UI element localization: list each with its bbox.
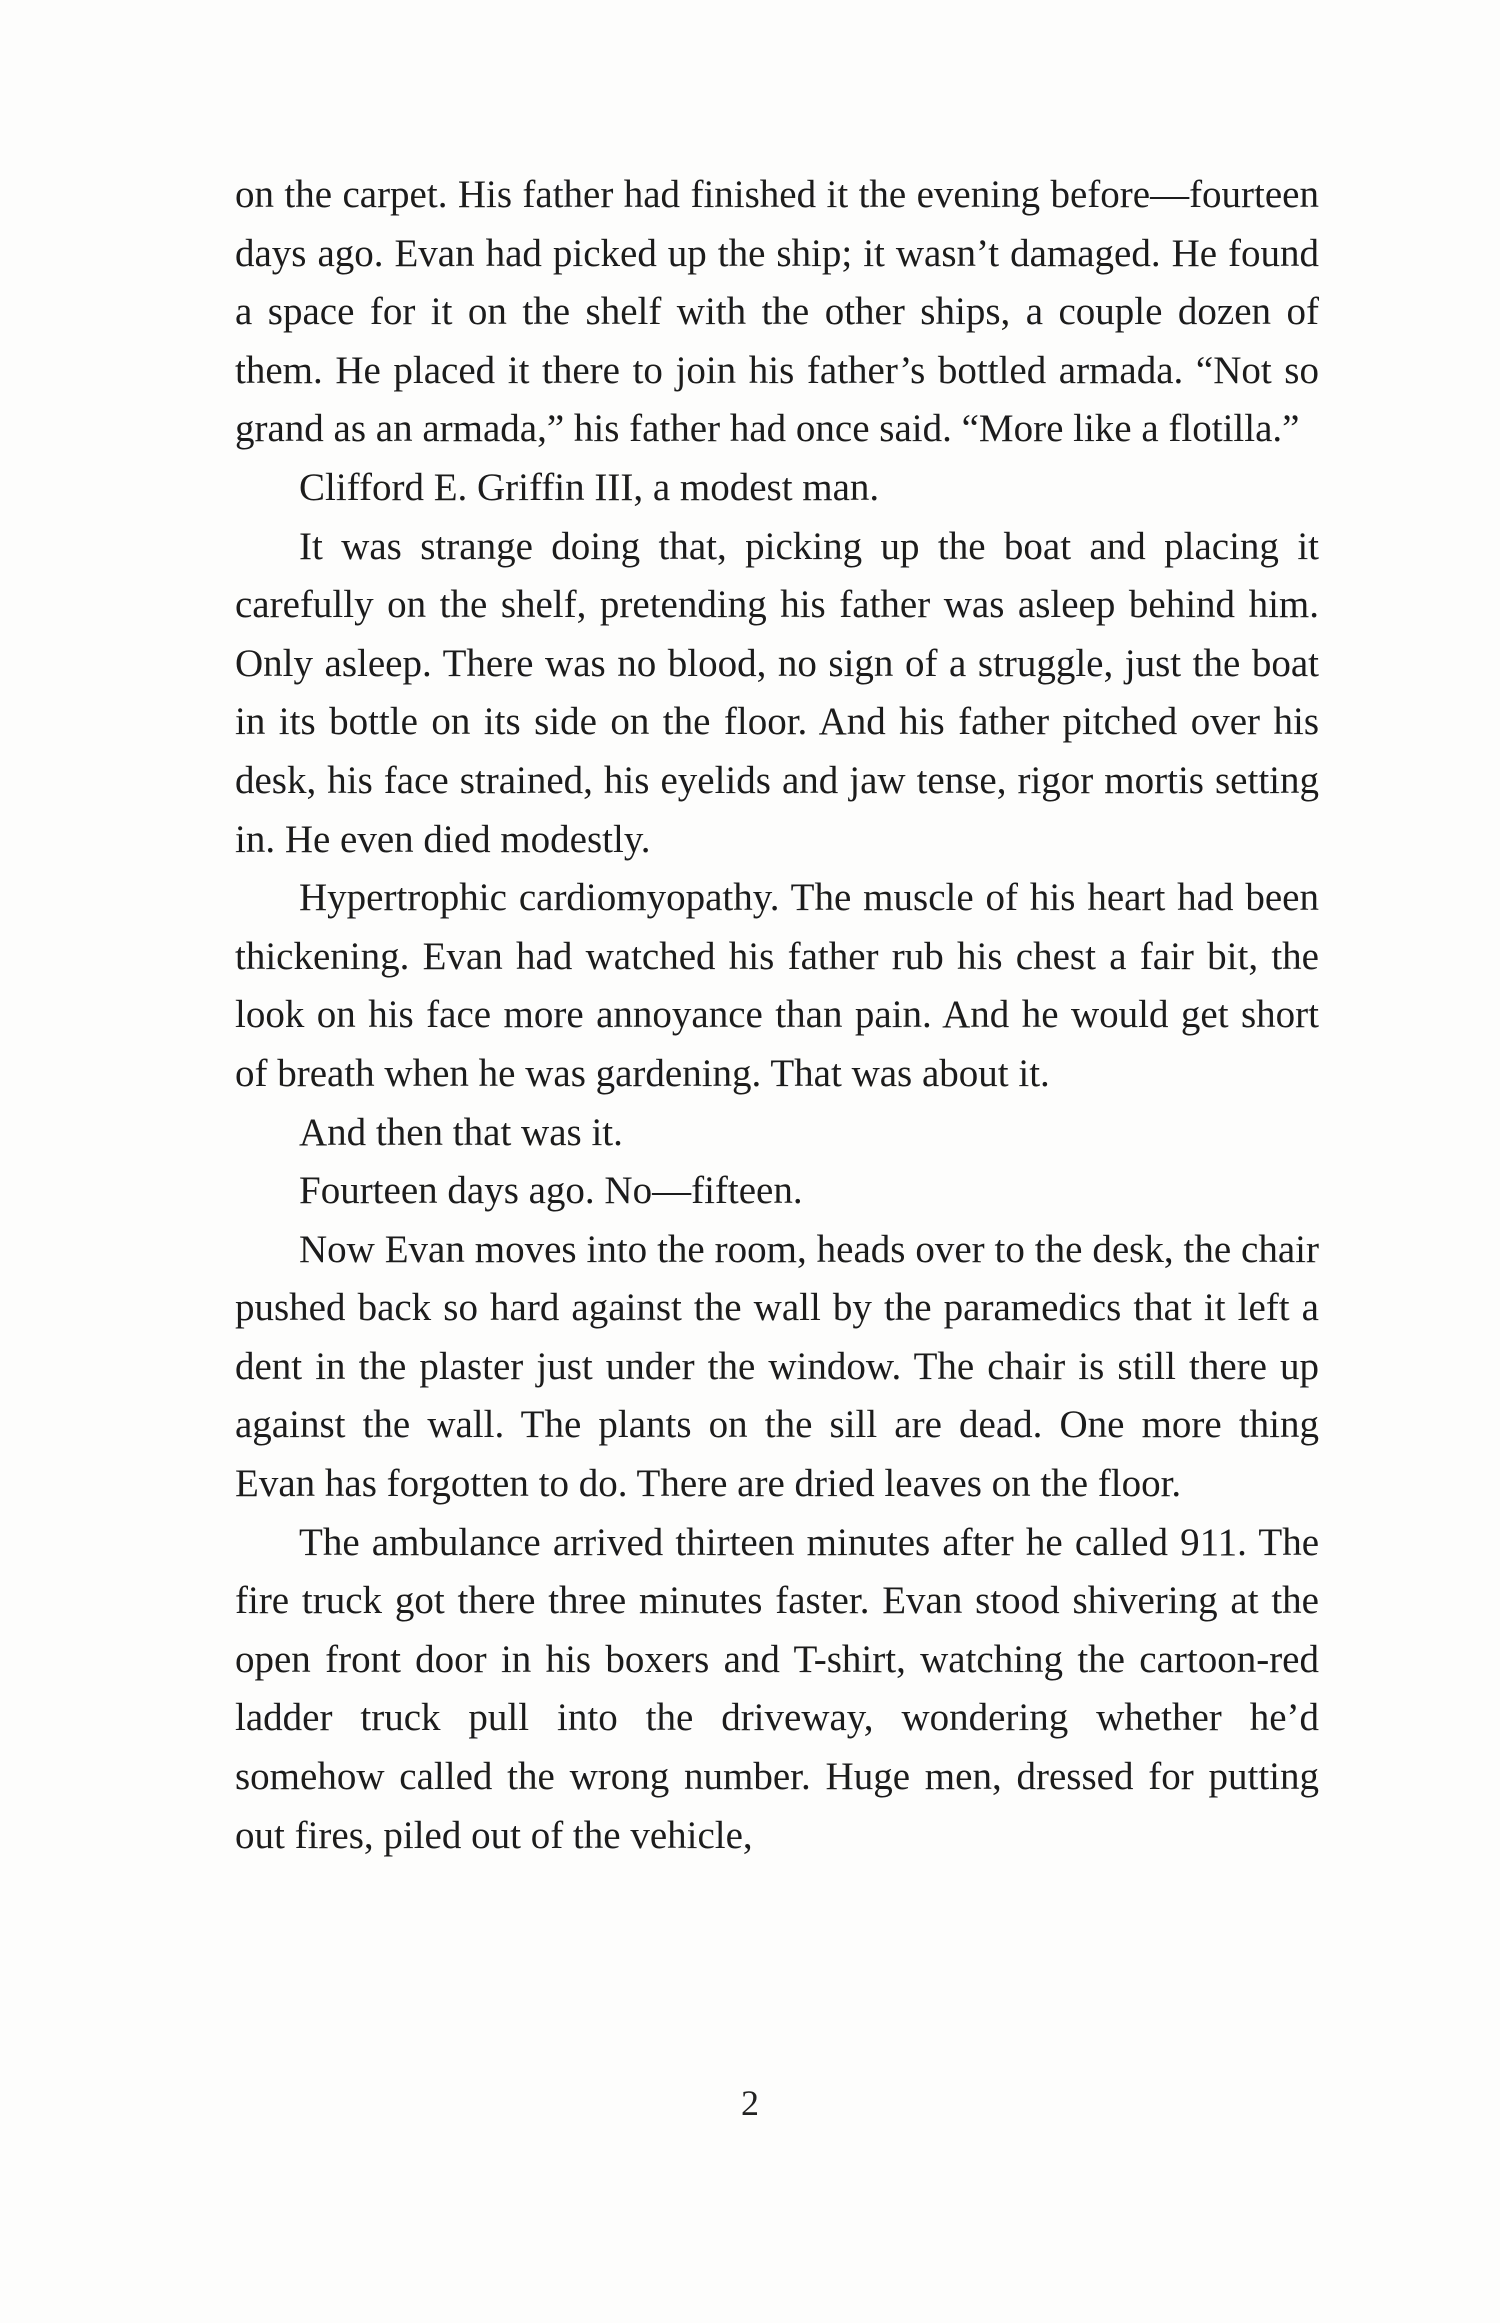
paragraph-4: Hypertrophic cardiomyopathy. The muscle of his heart had been thickening. Evan had watched his father rub his chest a fair bit, the look on his face more annoyance than pain. And he would get short of breath when he was gardening. That was about it. (235, 876, 1319, 1095)
body-text (235, 166, 1319, 1865)
paragraph-1: on the carpet. His father had finished it the evening before—fourteen days ago. Evan had picked up the ship; it wasn’t damaged. He found a space for it on the shelf with the other ships, a couple dozen of them. He placed it there to join his father’s bottled armada. “Not so grand as an armada,” his father had once said. “More like a flotilla.” (235, 173, 1319, 451)
paragraph-7: Now Evan moves into the room, heads over to the desk, the chair pushed back so hard against the wall by the paramedics that it left a dent in the plaster just under the window. The chair is still there up against the wall. The plants on the sill are dead. One more thing Evan has forgotten to do. There are dried leaves on the floor. (235, 1227, 1319, 1506)
paragraph-2: Clifford E. Griffin III, a modest man. (299, 465, 880, 509)
paragraph-6: Fourteen days ago. No—fifteen. (299, 1169, 803, 1213)
paragraph-5: And then that was it. (299, 1110, 623, 1154)
page-number: 2 (741, 2083, 759, 2123)
paragraph-8: The ambulance arrived thirteen minutes after he called 911. The fire truck got there three minutes faster. Evan stood shivering at the open front door in his boxers and T-shirt, watching the cartoon-red ladder truck pull into the driveway, wondering whether he’d somehow called the wrong number. Huge men, dressed for putting out fires, piled out of the vehicle, (235, 1520, 1319, 1857)
paragraph-3: It was strange doing that, picking up the boat and placing it carefully on the shelf, pretending his father was asleep behind him. Only asleep. There was no blood, no sign of a struggle, just the boat in its bottle on its side on the floor. And his father pitched over his desk, his face strained, his eyelids and jaw tense, rigor mortis setting in. He even died modestly. (235, 524, 1319, 861)
